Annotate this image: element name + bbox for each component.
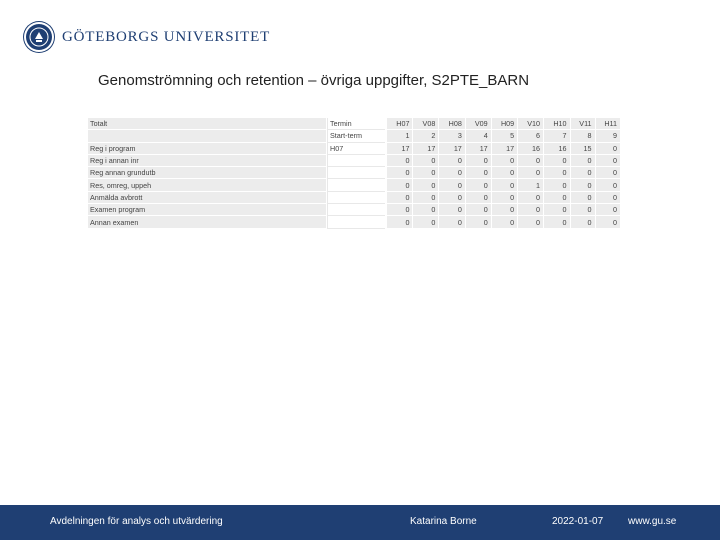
table-cell: 0 bbox=[518, 191, 544, 203]
table-cell: 0 bbox=[570, 167, 595, 179]
table-cell: 0 bbox=[439, 204, 465, 216]
term-label bbox=[328, 154, 386, 166]
table-row bbox=[88, 118, 326, 130]
column-header: H08 bbox=[439, 118, 465, 130]
table-cell: 0 bbox=[518, 204, 544, 216]
table-cell: 0 bbox=[518, 167, 544, 179]
table-cell: 0 bbox=[413, 204, 439, 216]
table-cell: 0 bbox=[491, 179, 517, 191]
table-cell: 0 bbox=[387, 216, 413, 228]
table-row bbox=[88, 216, 326, 228]
table-cell: 0 bbox=[570, 191, 595, 203]
table-cell: 17 bbox=[491, 142, 517, 154]
table-cell: 0 bbox=[595, 167, 620, 179]
term-label-column bbox=[327, 118, 385, 229]
row-label: Annan examen bbox=[88, 216, 326, 228]
term-label: H07 bbox=[328, 142, 386, 154]
table-row bbox=[387, 154, 621, 166]
table-cell: 0 bbox=[439, 179, 465, 191]
table-row bbox=[387, 179, 621, 191]
column-header: V11 bbox=[570, 118, 595, 130]
table-cell: 0 bbox=[491, 204, 517, 216]
footer-department: Avdelningen för analys och utvärdering bbox=[50, 516, 223, 527]
table-row bbox=[387, 216, 621, 228]
table-cell: 0 bbox=[544, 154, 570, 166]
table-cell: 0 bbox=[595, 216, 620, 228]
table-cell: 0 bbox=[595, 191, 620, 203]
table-row bbox=[88, 179, 326, 191]
table-cell: 16 bbox=[544, 142, 570, 154]
table-cell: 0 bbox=[439, 154, 465, 166]
table-cell: 0 bbox=[570, 216, 595, 228]
table-row bbox=[328, 204, 386, 216]
table-row bbox=[328, 118, 386, 130]
table-cell: 1 bbox=[518, 179, 544, 191]
row-label: Anmälda avbrott bbox=[88, 191, 326, 203]
table-cell: 0 bbox=[387, 154, 413, 166]
table-cell: 0 bbox=[491, 154, 517, 166]
table-cell: 17 bbox=[413, 142, 439, 154]
table-cell: 0 bbox=[595, 154, 620, 166]
table-cell: 0 bbox=[491, 191, 517, 203]
row-label: Totalt bbox=[88, 118, 326, 130]
column-header: H11 bbox=[595, 118, 620, 130]
term-label: Start-term bbox=[328, 130, 386, 142]
table-cell: 0 bbox=[387, 167, 413, 179]
table-cell: 0 bbox=[595, 204, 620, 216]
table-cell: 0 bbox=[595, 179, 620, 191]
table-cell: 0 bbox=[465, 167, 491, 179]
table-cell: 0 bbox=[544, 179, 570, 191]
table-cell: 0 bbox=[387, 179, 413, 191]
row-label: Examen program bbox=[88, 204, 326, 216]
row-label-column bbox=[88, 118, 326, 229]
table-cell: 2 bbox=[413, 130, 439, 142]
table-row bbox=[387, 191, 621, 203]
table-row bbox=[387, 142, 621, 154]
table-cell: 16 bbox=[518, 142, 544, 154]
table-row bbox=[328, 130, 386, 142]
term-label: Termin bbox=[328, 118, 386, 130]
term-label bbox=[328, 204, 386, 216]
table-cell: 3 bbox=[439, 130, 465, 142]
row-label bbox=[88, 130, 326, 142]
table-cell: 0 bbox=[544, 191, 570, 203]
table-row bbox=[88, 130, 326, 142]
table-cell: 0 bbox=[570, 204, 595, 216]
table-cell: 0 bbox=[518, 154, 544, 166]
row-label: Res, omreg, uppeh bbox=[88, 179, 326, 191]
table-row bbox=[88, 191, 326, 203]
table-row bbox=[88, 204, 326, 216]
table-row bbox=[88, 142, 326, 154]
footer-website[interactable]: www.gu.se bbox=[628, 516, 677, 527]
table-cell: 0 bbox=[387, 191, 413, 203]
table-cell: 0 bbox=[413, 179, 439, 191]
term-label bbox=[328, 167, 386, 179]
table-cell: 0 bbox=[595, 142, 620, 154]
table-cell: 17 bbox=[387, 142, 413, 154]
row-label: Reg i annan inr bbox=[88, 154, 326, 166]
table-cell: 0 bbox=[518, 216, 544, 228]
table-cell: 0 bbox=[413, 216, 439, 228]
table-row bbox=[328, 167, 386, 179]
table-row bbox=[387, 167, 621, 179]
table-cell: 0 bbox=[413, 167, 439, 179]
university-seal-icon bbox=[24, 22, 54, 52]
table-cell: 0 bbox=[465, 216, 491, 228]
table-cell: 17 bbox=[439, 142, 465, 154]
table-cell: 0 bbox=[413, 191, 439, 203]
column-header: V10 bbox=[518, 118, 544, 130]
table-row bbox=[88, 167, 326, 179]
table-cell: 6 bbox=[518, 130, 544, 142]
table-cell: 0 bbox=[465, 154, 491, 166]
footer-bar bbox=[0, 505, 720, 540]
row-label: Reg annan grundutb bbox=[88, 167, 326, 179]
column-header: V08 bbox=[413, 118, 439, 130]
table-cell: 15 bbox=[570, 142, 595, 154]
table-cell: 0 bbox=[465, 191, 491, 203]
table-cell: 0 bbox=[439, 216, 465, 228]
table-row bbox=[387, 204, 621, 216]
table-row bbox=[328, 191, 386, 203]
table-row bbox=[387, 130, 621, 142]
table-cell: 0 bbox=[465, 204, 491, 216]
table-row bbox=[387, 118, 621, 130]
table-row bbox=[88, 154, 326, 166]
column-header: H09 bbox=[491, 118, 517, 130]
table-cell: 0 bbox=[570, 154, 595, 166]
table-cell: 5 bbox=[491, 130, 517, 142]
footer-date: 2022-01-07 bbox=[552, 516, 604, 527]
table-cell: 0 bbox=[439, 191, 465, 203]
footer-author: Katarina Borne bbox=[410, 516, 477, 527]
term-label bbox=[328, 179, 386, 191]
table-cell: 0 bbox=[544, 216, 570, 228]
table-cell: 0 bbox=[465, 179, 491, 191]
table-cell: 0 bbox=[439, 167, 465, 179]
table-cell: 7 bbox=[544, 130, 570, 142]
table-cell: 0 bbox=[544, 204, 570, 216]
term-label bbox=[328, 191, 386, 203]
table-cell: 0 bbox=[413, 154, 439, 166]
table-row bbox=[328, 179, 386, 191]
column-header: H10 bbox=[544, 118, 570, 130]
table-cell: 0 bbox=[544, 167, 570, 179]
table-row bbox=[328, 154, 386, 166]
table-row bbox=[328, 216, 386, 228]
data-table bbox=[386, 118, 620, 229]
row-label: Reg i program bbox=[88, 142, 326, 154]
table-cell: 4 bbox=[465, 130, 491, 142]
table-cell: 0 bbox=[387, 204, 413, 216]
table-cell: 17 bbox=[465, 142, 491, 154]
table-cell: 0 bbox=[491, 167, 517, 179]
page-title: Genomströmning och retention – övriga uppgifter, S2PTE_BARN bbox=[98, 72, 530, 89]
table-cell: 0 bbox=[491, 216, 517, 228]
table-row bbox=[328, 142, 386, 154]
table-cell: 9 bbox=[595, 130, 620, 142]
table-cell: 1 bbox=[387, 130, 413, 142]
university-logo bbox=[24, 22, 270, 52]
university-name: GÖTEBORGS UNIVERSITET bbox=[62, 28, 271, 45]
table-cell: 8 bbox=[570, 130, 595, 142]
column-header: V09 bbox=[465, 118, 491, 130]
table-cell: 0 bbox=[570, 179, 595, 191]
column-header: H07 bbox=[387, 118, 413, 130]
term-label bbox=[328, 216, 386, 228]
